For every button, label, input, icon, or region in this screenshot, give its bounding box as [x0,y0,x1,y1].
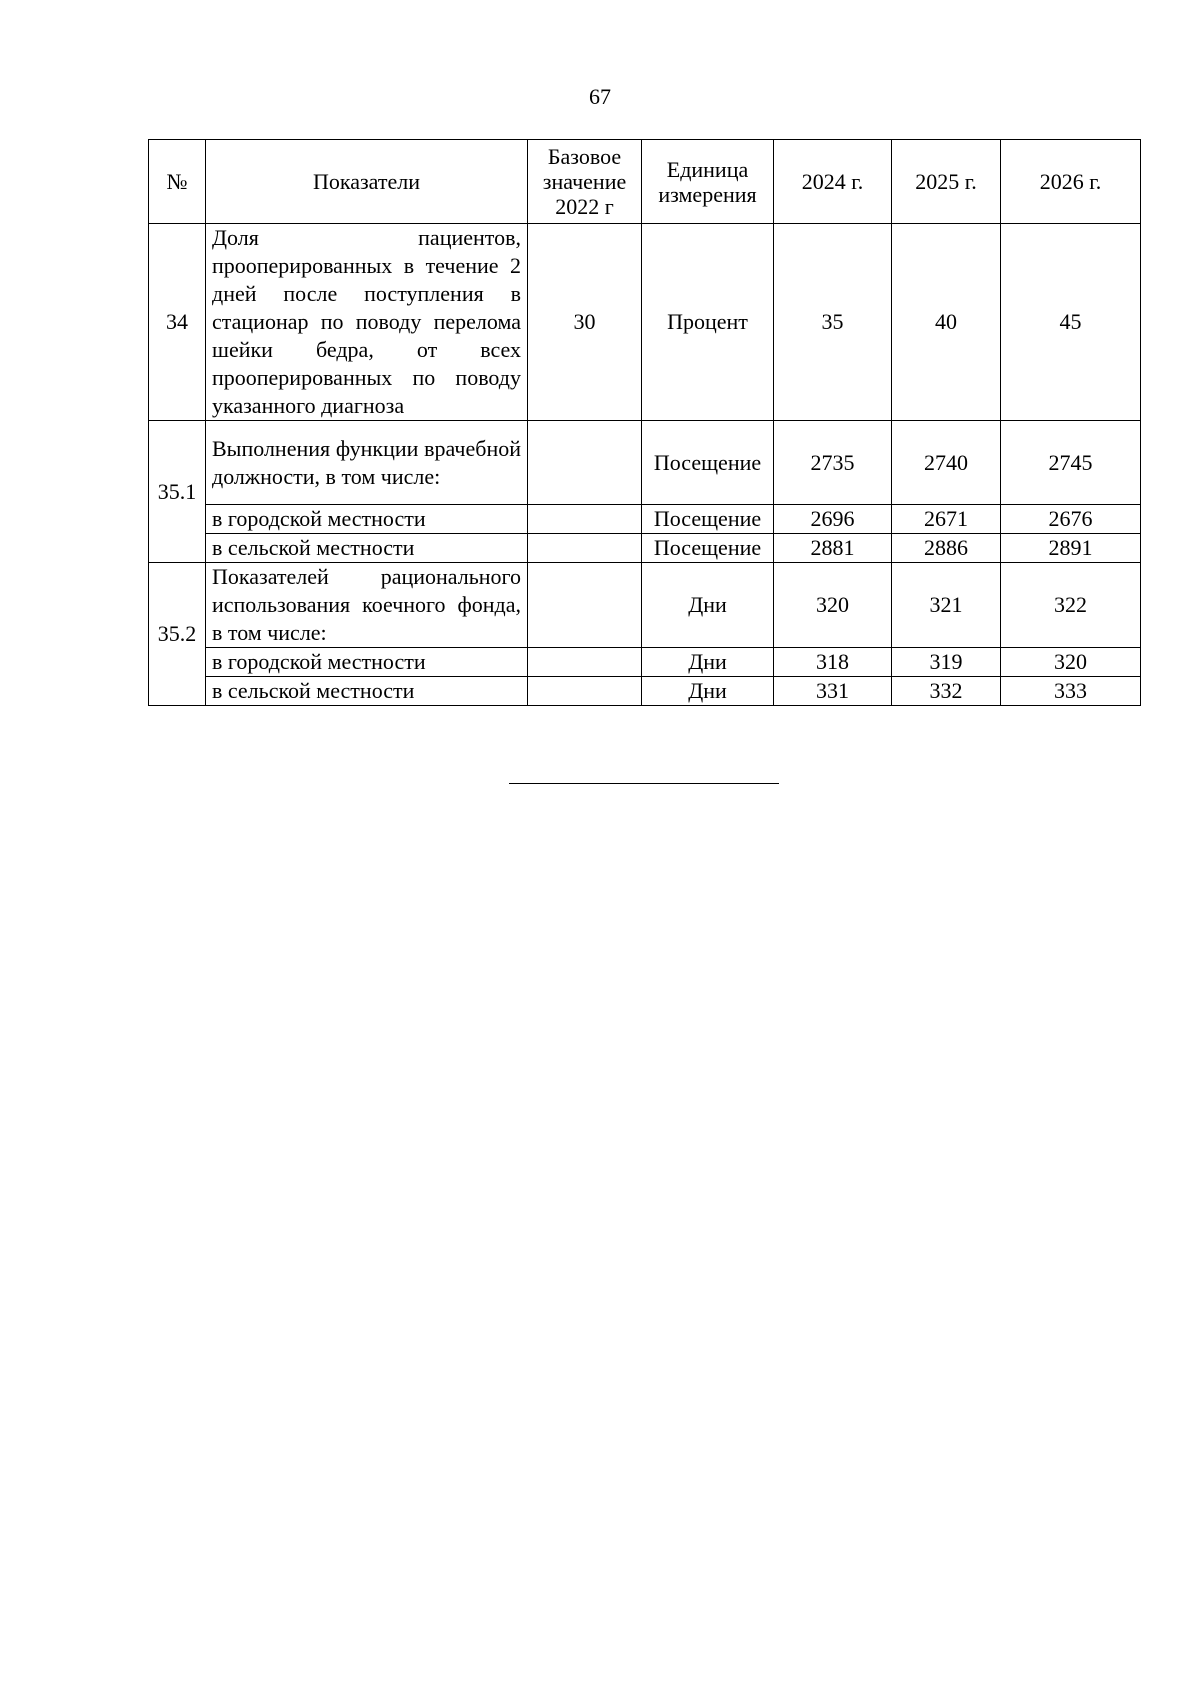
row-unit: Дни [642,648,774,677]
row-indicator: Показателей рационального использования коечного фонда, в том числе: [206,563,528,648]
row-base-value [528,677,642,706]
indicators-table [148,139,1141,706]
table-row [149,677,1141,706]
row-base-value [528,648,642,677]
header-unit-line2: измерения [658,181,757,207]
row-value-2026: 320 [1001,648,1141,677]
row-unit: Дни [642,677,774,706]
row-value-2025: 2740 [892,421,1001,505]
row-value-2024: 2881 [774,534,892,563]
row-value-2024: 35 [774,224,892,421]
table-row [149,648,1141,677]
row-base-value [528,563,642,648]
table-row [149,505,1141,534]
row-base-value: 30 [528,224,642,421]
row-num: 34 [149,224,206,421]
row-value-2026: 333 [1001,677,1141,706]
header-num: № [149,140,206,224]
row-value-2024: 320 [774,563,892,648]
row-unit: Посещение [642,505,774,534]
row-value-2024: 2696 [774,505,892,534]
row-unit: Процент [642,224,774,421]
row-value-2026: 45 [1001,224,1141,421]
row-indicator: Выполнения функции врачебной должности, в том числе: [206,421,528,505]
row-value-2026: 2891 [1001,534,1141,563]
row-value-2024: 2735 [774,421,892,505]
row-unit: Посещение [642,421,774,505]
header-year-2024: 2024 г. [774,140,892,224]
header-base-line2: значение [542,169,627,194]
table-row [149,421,1141,505]
row-indicator: в сельской местности [206,677,528,706]
row-value-2025: 40 [892,224,1001,421]
row-indicator: в городской местности [206,505,528,534]
row-value-2025: 319 [892,648,1001,677]
row-value-2026: 2745 [1001,421,1141,505]
row-base-value [528,421,642,505]
row-indicator: в сельской местности [206,534,528,563]
row-value-2026: 2676 [1001,505,1141,534]
page-number: 67 [589,84,611,109]
header-year-2025: 2025 г. [892,140,1001,224]
row-value-2025: 332 [892,677,1001,706]
header-indicator: Показатели [206,140,528,224]
row-value-2026: 322 [1001,563,1141,648]
row-unit: Дни [642,563,774,648]
row-unit: Посещение [642,534,774,563]
table-row [149,563,1141,648]
header-base-value [528,140,642,224]
row-value-2024: 318 [774,648,892,677]
header-base-line3: 2022 г [555,194,614,219]
header-row [149,140,1141,224]
row-num: 35.2 [149,563,206,706]
end-of-document-rule [509,783,779,784]
table-row [149,534,1141,563]
row-base-value [528,505,642,534]
row-num: 35.1 [149,421,206,563]
row-indicator: Доля пациентов, прооперированных в течение 2 дней после поступления в стационар по поводу перелома шейки бедра, от всех прооперированных по поводу указанного диагноза [206,224,528,421]
row-value-2025: 321 [892,563,1001,648]
header-year-2026: 2026 г. [1001,140,1141,224]
header-unit [642,140,774,224]
table-row [149,224,1141,421]
row-base-value [528,534,642,563]
row-value-2025: 2671 [892,505,1001,534]
row-value-2024: 331 [774,677,892,706]
row-value-2025: 2886 [892,534,1001,563]
header-unit-line1: Единица [666,156,749,182]
row-indicator: в городской местности [206,648,528,677]
header-base-line1: Базовое [547,144,622,169]
